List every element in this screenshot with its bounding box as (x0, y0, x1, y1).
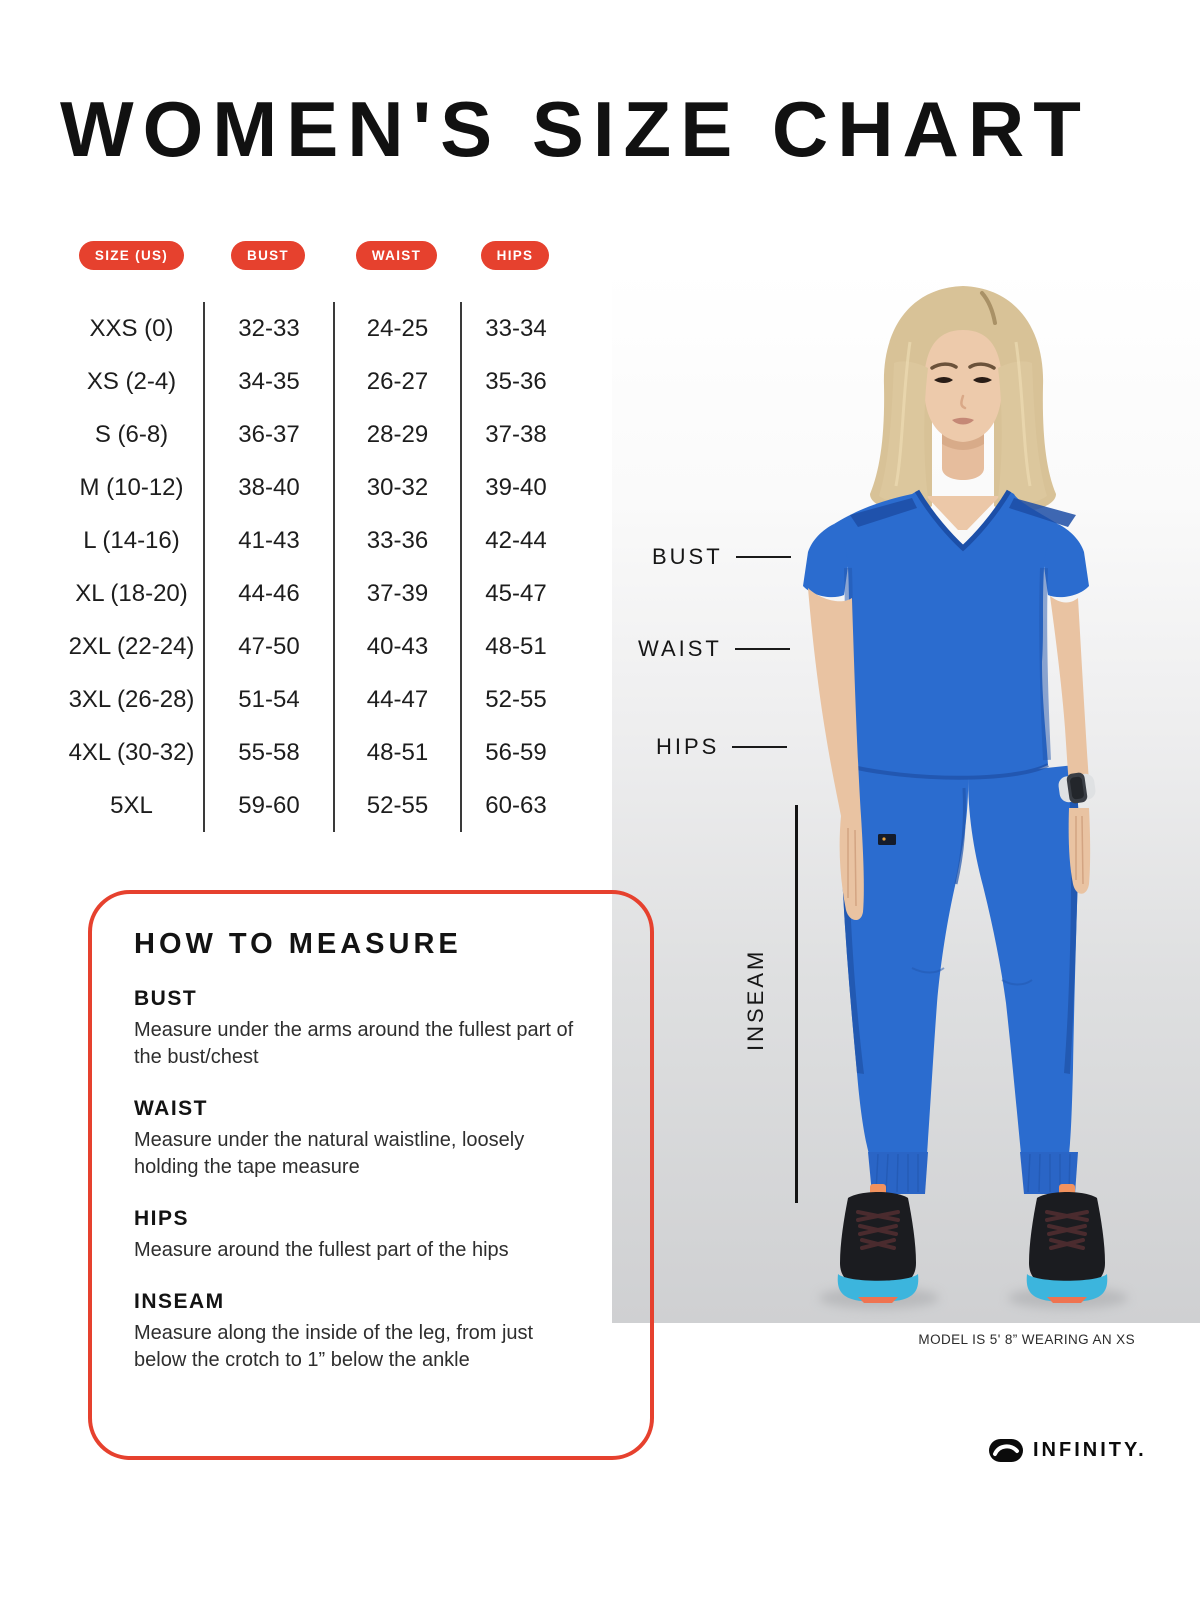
size-row-label: 2XL (22-24) (68, 632, 195, 660)
size-table-cell: 45-47 (460, 567, 570, 620)
size-table-cell: 51-54 (203, 673, 333, 726)
hand-left (840, 816, 864, 920)
size-table-cell: 30-32 (333, 461, 460, 514)
measure-section-label: BUST (134, 987, 198, 1010)
size-table-cell: 37-39 (333, 567, 460, 620)
column-pill-hips: HIPS (481, 241, 550, 270)
size-table-cell: 47-50 (203, 620, 333, 673)
column-pill-waist: WAIST (356, 241, 437, 270)
scrub-pants (841, 765, 1079, 1194)
model-caption: MODEL IS 5' 8” WEARING AN XS (918, 1332, 1135, 1347)
face (924, 330, 1002, 442)
how-to-measure-heading: HOW TO MEASURE (134, 928, 462, 960)
measure-section-label: HIPS (134, 1207, 190, 1230)
size-table-cell: 48-51 (460, 620, 570, 673)
size-table-cell: 52-55 (460, 673, 570, 726)
hips-pointer-label: HIPS (656, 734, 720, 759)
brand-wordmark: INFINITY. (1033, 1439, 1147, 1461)
hips-pointer-line (732, 746, 787, 748)
column-pill-bust: BUST (231, 241, 305, 270)
waist-pointer-label: WAIST (638, 636, 722, 661)
size-row-label: 4XL (30-32) (68, 738, 195, 766)
size-table-cell: 52-55 (333, 779, 460, 832)
size-table-cell: 37-38 (460, 408, 570, 461)
size-row-label: 5XL (110, 791, 153, 819)
measure-section-label: WAIST (134, 1097, 208, 1120)
waist-pointer-line (735, 648, 790, 650)
size-row-label: M (10-12) (79, 473, 184, 501)
size-table-cell: 33-36 (333, 514, 460, 567)
size-row-label: XXS (0) (89, 314, 174, 342)
size-table-cell: 42-44 (460, 514, 570, 567)
size-table-cell: 26-27 (333, 355, 460, 408)
bust-pointer-line (736, 556, 791, 558)
waist-pointer (638, 635, 790, 663)
size-row-label: XL (18-20) (75, 579, 188, 607)
size-table-cell: 56-59 (460, 726, 570, 779)
inseam-pointer-label: INSEAM (743, 948, 768, 1052)
size-table-cell: 34-35 (203, 355, 333, 408)
brand-logo (988, 1438, 1147, 1463)
size-table-cell: 48-51 (333, 726, 460, 779)
size-table-cell: 44-47 (333, 673, 460, 726)
size-row-label: L (14-16) (83, 526, 180, 554)
size-table-cell: 41-43 (203, 514, 333, 567)
measure-section-text: Measure under the natural waistline, loosely holding the tape measure (134, 1129, 525, 1178)
column-pill-size: SIZE (US) (79, 241, 184, 270)
sneakers (838, 1184, 1108, 1303)
infinity-logo-icon (988, 1438, 1024, 1463)
bust-pointer (652, 543, 791, 571)
measure-section-text: Measure under the arms around the fullest part of the bust/chest (134, 1019, 574, 1068)
measure-section-hips (134, 1207, 650, 1264)
size-row-label: XS (2-4) (86, 367, 177, 395)
measure-section-inseam (134, 1290, 650, 1374)
size-table-cell: 38-40 (203, 461, 333, 514)
size-table-cell: 60-63 (460, 779, 570, 832)
size-table-cell: 32-33 (203, 302, 333, 355)
size-table-cell: 36-37 (203, 408, 333, 461)
size-table-header (60, 241, 570, 270)
size-table-rows (60, 302, 570, 832)
size-table-cell: 33-34 (460, 302, 570, 355)
size-table-cell: 39-40 (460, 461, 570, 514)
model-photo (612, 268, 1200, 1323)
size-row-label: S (6-8) (94, 420, 169, 448)
bust-pointer-label: BUST (652, 544, 723, 569)
size-row-label: 3XL (26-28) (68, 685, 195, 713)
size-table-cell: 59-60 (203, 779, 333, 832)
size-table-cell: 40-43 (333, 620, 460, 673)
size-table-cell: 44-46 (203, 567, 333, 620)
measure-section-text: Measure around the fullest part of the hips (134, 1239, 509, 1261)
size-table-cell: 28-29 (333, 408, 460, 461)
inseam-pointer-line (795, 805, 798, 1203)
model-illustration (612, 268, 1200, 1323)
measure-section-text: Measure along the inside of the leg, from just below the crotch to 1” below the ankle (134, 1322, 534, 1371)
measure-section-waist (134, 1097, 650, 1181)
measure-section-bust (134, 987, 650, 1071)
size-table-cell: 35-36 (460, 355, 570, 408)
pants-brand-tag (878, 834, 896, 845)
measure-section-label: INSEAM (134, 1290, 225, 1313)
size-table-cell: 24-25 (333, 302, 460, 355)
page-title: WOMEN'S SIZE CHART (60, 85, 1090, 173)
size-table-cell: 55-58 (203, 726, 333, 779)
how-to-measure-box (88, 890, 654, 1460)
hips-pointer (656, 733, 787, 761)
